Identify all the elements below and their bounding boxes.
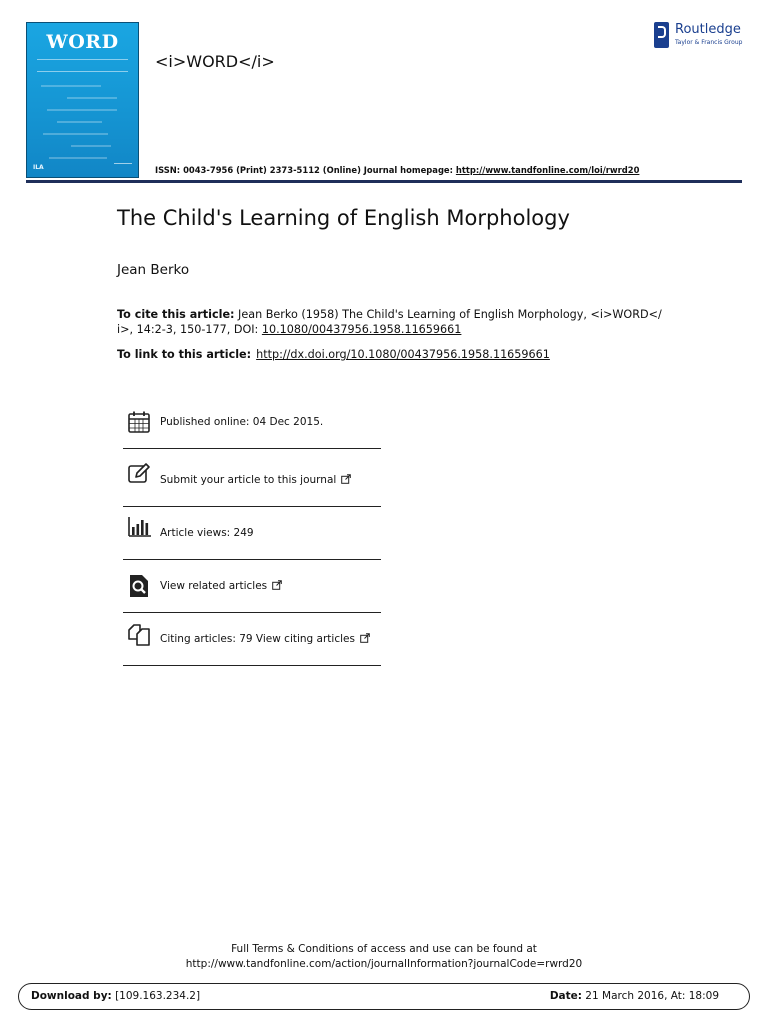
terms-line: Full Terms & Conditions of access and use can be found at — [231, 943, 537, 955]
article-url-link[interactable]: http://dx.doi.org/10.1080/00437956.1958.11659661 — [256, 348, 550, 361]
cover-decoration — [43, 133, 108, 135]
cover-decoration — [57, 121, 102, 123]
article-title: The Child's Learning of English Morphology — [117, 206, 570, 230]
bar-chart-icon — [127, 515, 151, 539]
cover-publisher-logo — [114, 163, 132, 171]
article-author: Jean Berko — [117, 262, 190, 278]
article-link-line — [117, 348, 550, 361]
related-articles-label: View related articles — [160, 580, 268, 592]
journal-homepage-link[interactable]: http://www.tandfonline.com/loi/rwrd20 — [455, 165, 640, 175]
related-articles-row[interactable] — [123, 560, 381, 613]
journal-cover-image — [26, 22, 139, 178]
issn-text: ISSN: 0043-7956 (Print) 2373-5112 (Online) Journal homepage: — [155, 165, 456, 175]
related-articles-link[interactable] — [160, 560, 282, 613]
cover-decoration — [47, 109, 117, 111]
cover-decoration — [71, 145, 111, 147]
download-by-value: [109.163.234.2] — [111, 990, 201, 1002]
issn-line — [155, 165, 639, 175]
download-by — [31, 984, 200, 1009]
published-online-row — [123, 396, 381, 449]
external-link-icon — [272, 580, 282, 590]
submit-article-link[interactable] — [160, 454, 351, 507]
publisher-logo — [654, 22, 746, 50]
cover-divider — [37, 59, 128, 60]
row-divider — [123, 448, 381, 449]
header-divider — [26, 180, 742, 183]
calendar-icon — [127, 410, 151, 434]
journal-name: <i>WORD</i> — [155, 52, 275, 71]
publisher-name: Routledge — [675, 22, 741, 37]
cover-decoration — [41, 85, 101, 87]
cover-decoration — [67, 97, 117, 99]
submit-article-row[interactable] — [123, 454, 381, 507]
cite-label: To cite this article: — [117, 308, 235, 321]
search-document-icon — [127, 574, 151, 598]
terms-url[interactable]: http://www.tandfonline.com/action/journalInformation?journalCode=rwrd20 — [185, 958, 583, 970]
link-label: To link to this article: — [117, 348, 252, 361]
citing-articles-label: Citing articles: 79 View citing articles — [160, 633, 355, 645]
cover-footer-text: ILA — [33, 164, 44, 171]
citing-articles-row[interactable] — [123, 613, 381, 666]
cover-divider — [37, 71, 128, 72]
download-info-bar — [18, 983, 750, 1010]
article-views-row — [123, 507, 381, 560]
submit-article-label: Submit your article to this journal — [160, 474, 337, 486]
routledge-r-icon — [654, 22, 669, 48]
cover-title: WORD — [46, 31, 119, 53]
external-link-icon — [360, 633, 370, 643]
edit-icon — [127, 462, 151, 486]
citing-articles-link[interactable] — [160, 613, 370, 666]
external-link-icon — [341, 474, 351, 484]
publisher-group: Taylor & Francis Group — [675, 39, 743, 46]
download-date-label: Date: — [549, 990, 582, 1002]
cite-text: Jean Berko (1958) The Child's Learning of English Morphology, <i>WORD</ i>, 14:2-3, 150-177, DOI: — [117, 308, 662, 336]
download-date-value: 21 March 2016, At: 18:09 — [581, 990, 719, 1002]
terms-notice — [0, 942, 768, 972]
row-divider — [123, 665, 381, 666]
citing-icon — [127, 623, 151, 647]
download-by-label: Download by: — [31, 990, 112, 1002]
download-date — [550, 984, 719, 1009]
doi-link[interactable]: 10.1080/00437956.1958.11659661 — [261, 323, 462, 336]
cover-decoration — [49, 157, 107, 159]
article-views-text: Article views: 249 — [160, 527, 254, 539]
citation-block — [117, 307, 662, 337]
published-online-text: Published online: 04 Dec 2015. — [160, 416, 324, 428]
